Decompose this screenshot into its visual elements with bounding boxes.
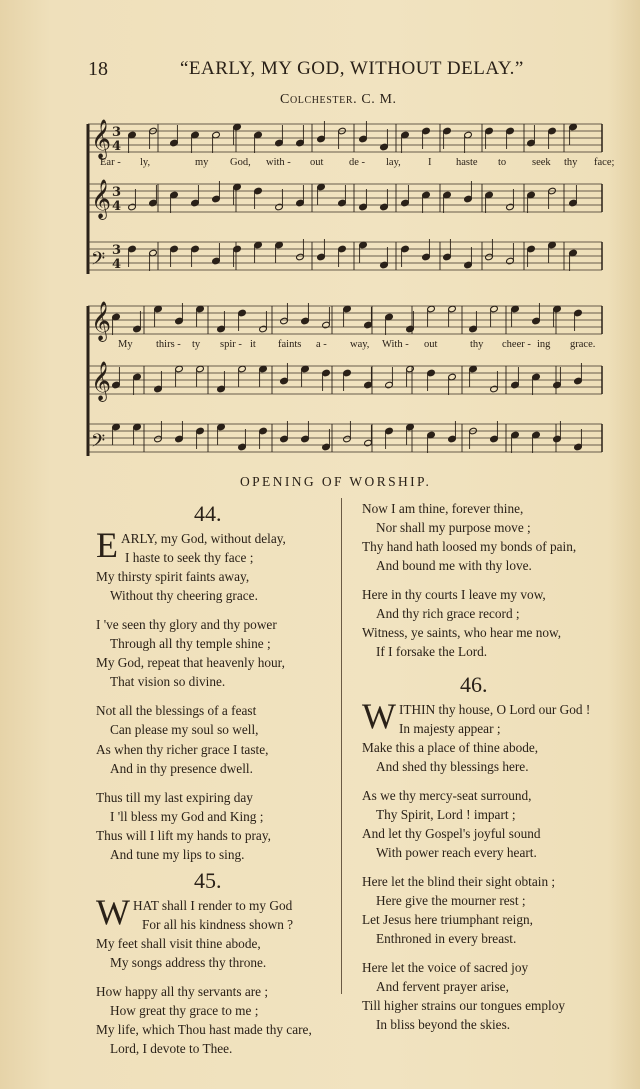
lyrics-2-syllable: ty	[192, 339, 201, 350]
verse-line: Not all the blessings of a feast	[96, 703, 257, 719]
lyrics-1-syllable: seek	[532, 157, 551, 168]
verse-line: Till higher strains our tongues employ	[362, 998, 566, 1014]
verse-line: Lord, I devote to Thee.	[110, 1041, 233, 1057]
lyrics-1-syllable: with -	[266, 157, 291, 168]
verse-line: My songs address thy throne.	[110, 955, 267, 971]
lyrics-line-2	[100, 339, 600, 353]
lyrics-2-syllable: grace.	[570, 339, 596, 350]
verse-line: And fervent prayer arise,	[376, 979, 509, 995]
verse-line: How great thy grace to me ;	[110, 1003, 259, 1019]
hymn-45-stanza-1	[96, 891, 336, 972]
verse-line: Make this a place of thine abode,	[362, 739, 539, 755]
right-column	[362, 499, 612, 1044]
lyrics-2-syllable: it	[250, 339, 256, 350]
lyrics-1-syllable: to	[498, 157, 507, 168]
treble-clef-icon: 𝄞	[91, 301, 112, 341]
verse-line: I 'll bless my God and King ;	[110, 808, 264, 824]
verse-line: In majesty appear ;	[398, 720, 501, 736]
hymn-44-first-line: ARLY, my God, without delay,	[121, 531, 286, 546]
hymn-46-stanza-1	[362, 695, 612, 776]
hymn-45-stanza-4	[362, 585, 612, 661]
treble-clef-icon: 𝄞	[91, 361, 112, 401]
hymn-46-first-line: ITHIN thy house, O Lord our God !	[398, 701, 591, 717]
verse-line: And thy rich grace record ;	[376, 606, 520, 622]
page-number: 18	[88, 58, 108, 80]
verse-line: Thus will I lift my hands to pray,	[96, 827, 271, 843]
lyrics-2-syllable: a -	[316, 339, 327, 350]
hymn-44-stanza-3	[96, 701, 336, 777]
lyrics-1-syllable: Ear -	[100, 157, 121, 168]
verse-line: And shed thy blessings here.	[376, 758, 529, 774]
verse-line: Now I am thine, forever thine,	[362, 501, 524, 516]
lyrics-2-syllable: thy	[470, 339, 484, 350]
verse-line: Without thy cheering grace.	[110, 588, 258, 604]
verse-line: Thy Spirit, Lord ! impart ;	[376, 806, 516, 822]
time-signature-bottom: 4	[112, 139, 122, 154]
section-heading: OPENING OF WORSHIP.	[240, 474, 432, 489]
lyrics-1-syllable: I	[428, 157, 432, 168]
lyrics-1-syllable: ly,	[140, 157, 151, 168]
hymn-46-stanza-3	[362, 872, 612, 948]
time-signature-bottom: 4	[112, 257, 122, 272]
verse-line: That vision so divine.	[110, 674, 226, 690]
verse-line: And in thy presence dwell.	[110, 760, 253, 776]
verse-line: As we thy mercy-seat surround,	[362, 787, 532, 803]
lyrics-1-syllable: face;	[594, 157, 615, 168]
verse-line: Here let the voice of sacred joy	[362, 960, 529, 976]
time-signature-top: 3	[112, 185, 122, 200]
verse-line: And bound me with thy love.	[376, 558, 532, 574]
hymn-44-stanza-2	[96, 615, 336, 691]
hymn-46-stanza-2	[362, 786, 612, 862]
verse-line: My thirsty spirit faints away,	[96, 569, 250, 585]
lyrics-2-syllable: spir -	[220, 339, 242, 350]
hymn-45-stanza-2	[96, 982, 336, 1058]
lyrics-1-syllable: lay,	[386, 157, 401, 168]
lyrics-1-syllable: my	[195, 157, 209, 168]
hymn-number-46: 46.	[460, 671, 488, 697]
lyrics-line-1	[100, 157, 615, 171]
lyrics-1-syllable: haste	[456, 157, 478, 168]
verse-line: Thy hand hath loosed my bonds of pain,	[362, 539, 577, 555]
hymn-number-44: 44.	[194, 501, 222, 526]
verse-line: Nor shall my purpose move ;	[376, 520, 531, 536]
verse-line: Witness, ye saints, who hear me now,	[362, 625, 562, 641]
drop-cap-45: W	[96, 891, 130, 932]
verse-line: Thus till my last expiring day	[96, 789, 253, 805]
verse-line: For all his kindness shown ?	[142, 916, 294, 932]
bass-clef-icon: 𝄢	[91, 249, 106, 274]
verse-line: And let thy Gospel's joyful sound	[362, 825, 541, 841]
hymn-44-stanza-1	[96, 525, 336, 605]
treble-clef-icon: 𝄞	[91, 119, 112, 159]
verse-line: Through all thy temple shine ;	[110, 636, 271, 652]
verse-line: My feet shall visit thine abode,	[96, 936, 261, 952]
lyrics-2-syllable: With -	[382, 339, 409, 350]
verse-line: As when thy richer grace I taste,	[96, 741, 269, 757]
hymn-45-stanza-3	[362, 499, 612, 575]
verse-line: Let Jesus here triumphant reign,	[362, 912, 533, 928]
lyrics-2-syllable: My	[118, 339, 133, 350]
time-signature-top: 3	[112, 243, 122, 258]
time-signature-bottom: 4	[112, 199, 122, 214]
hymn-45-first-line: HAT shall I render to my God	[132, 897, 293, 913]
lyrics-1-syllable: thy	[564, 157, 578, 168]
lyrics-2-syllable: out	[424, 339, 438, 350]
verse-line: How happy all thy servants are ;	[96, 984, 269, 1000]
lyrics-2-syllable: way,	[350, 339, 370, 350]
lyrics-2-syllable: faints	[278, 339, 302, 350]
verse-line: I 've seen thy glory and thy power	[96, 617, 277, 633]
verse-line: My life, which Thou hast made thy care,	[96, 1022, 312, 1038]
lyrics-1-syllable: God,	[230, 157, 251, 168]
verse-line: If I forsake the Lord.	[376, 644, 488, 660]
page-title: “EARLY, MY GOD, WITHOUT DELAY.”	[180, 58, 524, 79]
hymn-number-45: 45.	[194, 867, 222, 893]
verse-line: Enthroned in every breast.	[376, 931, 517, 947]
verse-line: I haste to seek thy face ;	[125, 550, 254, 566]
verse-line: And tune my lips to sing.	[110, 846, 245, 862]
drop-cap-44: E	[96, 525, 118, 565]
music-system-2	[86, 300, 606, 460]
lyrics-2-syllable: cheer -	[502, 339, 531, 350]
music-system-1	[86, 118, 606, 278]
time-signature-top: 3	[112, 125, 122, 140]
verse-line: Here give the mourner rest ;	[376, 892, 526, 908]
lyrics-2-syllable: ing	[537, 339, 551, 350]
verse-line: In bliss beyond the skies.	[376, 1017, 511, 1033]
verse-line: Here let the blind their sight obtain ;	[362, 873, 556, 889]
bass-clef-icon: 𝄢	[91, 431, 106, 456]
verse-line: My God, repeat that heavenly hour,	[96, 655, 285, 671]
left-column	[96, 499, 336, 1068]
lyrics-1-syllable: de -	[349, 157, 366, 168]
verse-line: Can please my soul so well,	[110, 722, 259, 738]
lyrics-1-syllable: out	[310, 157, 324, 168]
hymn-44-stanza-4	[96, 788, 336, 864]
verse-line: Here in thy courts I leave my vow,	[362, 587, 546, 603]
tune-name: Colchester. C. M.	[280, 92, 397, 107]
drop-cap-46: W	[362, 695, 396, 736]
column-divider	[341, 498, 342, 994]
lyrics-2-syllable: thirs -	[156, 339, 181, 350]
treble-clef-icon: 𝄞	[91, 179, 112, 219]
verse-line: With power reach every heart.	[376, 845, 537, 860]
hymn-46-stanza-4	[362, 958, 612, 1034]
